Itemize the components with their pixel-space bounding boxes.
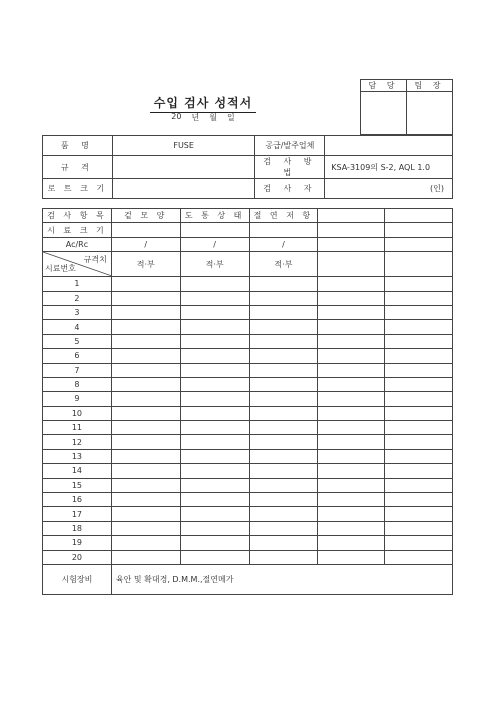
criteria-cell[interactable]: 적·부	[180, 252, 249, 277]
result-cell[interactable]	[111, 349, 180, 363]
result-cell[interactable]	[180, 449, 249, 463]
result-cell[interactable]	[111, 478, 180, 492]
result-cell[interactable]	[318, 421, 385, 435]
result-cell[interactable]	[318, 363, 385, 377]
sample-number: 17	[43, 507, 112, 521]
criteria-sample-header	[43, 252, 112, 277]
lot-size-label: 로 트 크 기	[43, 179, 113, 199]
result-cell[interactable]	[249, 550, 318, 564]
result-cell[interactable]	[385, 478, 453, 492]
table-row	[43, 406, 453, 420]
result-cell[interactable]	[385, 291, 453, 305]
date-year-prefix: 20	[171, 112, 182, 121]
result-cell[interactable]	[249, 493, 318, 507]
criteria-cell[interactable]: 적·부	[249, 252, 318, 277]
result-cell[interactable]	[111, 550, 180, 564]
result-cell[interactable]	[249, 377, 318, 391]
column-appearance: 겉 모 양	[111, 209, 180, 223]
table-row	[43, 349, 453, 363]
product-info-table	[42, 135, 453, 199]
result-cell[interactable]	[180, 392, 249, 406]
result-cell[interactable]	[318, 550, 385, 564]
sample-number: 14	[43, 464, 112, 478]
result-cell[interactable]	[180, 334, 249, 348]
sample-size-cell[interactable]	[318, 223, 385, 237]
approval-header-manager: 팀 장	[407, 80, 453, 92]
result-cell[interactable]	[180, 550, 249, 564]
table-row	[43, 464, 453, 478]
sample-number: 5	[43, 334, 112, 348]
result-cell[interactable]	[111, 363, 180, 377]
result-cell[interactable]	[249, 536, 318, 550]
result-cell[interactable]	[180, 421, 249, 435]
spec-value[interactable]	[112, 156, 255, 179]
date-month-label: 월	[209, 113, 217, 122]
sample-number: 8	[43, 377, 112, 391]
result-cell[interactable]	[111, 334, 180, 348]
result-cell[interactable]	[111, 507, 180, 521]
date-day-label: 일	[226, 113, 235, 122]
result-cell[interactable]	[249, 406, 318, 420]
sample-number: 9	[43, 392, 112, 406]
result-cell[interactable]	[385, 406, 453, 420]
acre-cell[interactable]: /	[180, 237, 249, 251]
column-extra-2	[385, 209, 453, 223]
result-cell[interactable]	[318, 291, 385, 305]
result-cell[interactable]	[385, 305, 453, 319]
sample-number-label: 시료번호	[45, 264, 76, 274]
supplier-value[interactable]	[325, 136, 453, 156]
result-cell[interactable]	[180, 349, 249, 363]
result-cell[interactable]	[111, 377, 180, 391]
inspector-label: 검 사 자	[255, 179, 325, 199]
result-cell[interactable]	[180, 277, 249, 291]
result-cell[interactable]	[318, 464, 385, 478]
acre-cell[interactable]	[318, 237, 385, 251]
table-row	[43, 392, 453, 406]
result-cell[interactable]	[385, 449, 453, 463]
result-cell[interactable]	[385, 377, 453, 391]
table-row	[43, 377, 453, 391]
column-continuity: 도 통 상 태	[180, 209, 249, 223]
result-cell[interactable]	[111, 291, 180, 305]
result-cell[interactable]	[249, 320, 318, 334]
sample-number: 3	[43, 305, 112, 319]
result-cell[interactable]	[111, 493, 180, 507]
table-row	[43, 435, 453, 449]
sample-size-label: 시 료 크 기	[43, 223, 112, 237]
sample-number: 20	[43, 550, 112, 564]
result-cell[interactable]	[385, 277, 453, 291]
result-cell[interactable]	[111, 521, 180, 535]
acre-label: Ac/Rc	[43, 237, 112, 251]
result-cell[interactable]	[111, 320, 180, 334]
sample-number: 18	[43, 521, 112, 535]
table-row	[43, 493, 453, 507]
result-cell[interactable]	[318, 507, 385, 521]
acre-cell[interactable]: /	[249, 237, 318, 251]
document-title: 수입 검사 성적서	[150, 94, 257, 113]
equipment-label: 시험장비	[43, 564, 112, 594]
result-cell[interactable]	[318, 521, 385, 535]
result-cell[interactable]	[180, 377, 249, 391]
result-cell[interactable]	[318, 349, 385, 363]
result-cell[interactable]	[318, 392, 385, 406]
result-cell[interactable]	[180, 406, 249, 420]
result-cell[interactable]	[249, 334, 318, 348]
result-cell[interactable]	[249, 421, 318, 435]
product-name-value[interactable]: FUSE	[112, 136, 255, 156]
result-cell[interactable]	[111, 536, 180, 550]
result-cell[interactable]	[180, 478, 249, 492]
approval-table	[360, 79, 453, 135]
result-cell[interactable]	[385, 550, 453, 564]
result-cell[interactable]	[180, 320, 249, 334]
result-cell[interactable]	[249, 449, 318, 463]
result-cell[interactable]	[180, 521, 249, 535]
title-block	[140, 92, 266, 113]
result-cell[interactable]	[385, 521, 453, 535]
result-cell[interactable]	[249, 521, 318, 535]
result-cell[interactable]	[111, 305, 180, 319]
result-cell[interactable]	[249, 349, 318, 363]
result-cell[interactable]	[249, 478, 318, 492]
result-cell[interactable]	[318, 536, 385, 550]
result-cell[interactable]	[385, 493, 453, 507]
result-cell[interactable]	[318, 320, 385, 334]
column-extra-1	[318, 209, 385, 223]
sample-number: 19	[43, 536, 112, 550]
table-row	[43, 291, 453, 305]
inspection-method-value[interactable]: KSA-3109의 S-2, AQL 1.0	[325, 156, 453, 179]
approval-sign-staff[interactable]	[361, 92, 407, 135]
supplier-label: 공급/발주업체	[255, 136, 325, 156]
result-cell[interactable]	[249, 277, 318, 291]
sample-number: 12	[43, 435, 112, 449]
sample-rows	[43, 277, 453, 565]
result-cell[interactable]	[318, 334, 385, 348]
result-cell[interactable]	[385, 464, 453, 478]
result-cell[interactable]	[385, 349, 453, 363]
table-row	[43, 449, 453, 463]
acre-cell[interactable]	[385, 237, 453, 251]
table-row	[43, 277, 453, 291]
table-row	[43, 363, 453, 377]
result-cell[interactable]	[111, 435, 180, 449]
sample-number: 1	[43, 277, 112, 291]
result-cell[interactable]	[249, 305, 318, 319]
result-cell[interactable]	[318, 277, 385, 291]
spec-label: 규 격	[43, 156, 113, 179]
result-cell[interactable]	[180, 363, 249, 377]
approval-header-staff: 담 당	[361, 80, 407, 92]
table-row	[43, 320, 453, 334]
column-insulation: 절 연 저 항	[249, 209, 318, 223]
result-cell[interactable]	[385, 320, 453, 334]
result-cell[interactable]	[385, 536, 453, 550]
result-cell[interactable]	[318, 493, 385, 507]
inspection-item-label: 검 사 항 목	[43, 209, 112, 223]
result-cell[interactable]	[318, 406, 385, 420]
sample-number: 7	[43, 363, 112, 377]
result-cell[interactable]	[111, 277, 180, 291]
sample-number: 6	[43, 349, 112, 363]
result-cell[interactable]	[249, 507, 318, 521]
sample-size-cell[interactable]	[180, 223, 249, 237]
sample-number: 13	[43, 449, 112, 463]
table-row	[43, 536, 453, 550]
criteria-cell[interactable]: 적·부	[111, 252, 180, 277]
sample-size-cell[interactable]	[249, 223, 318, 237]
criteria-label: 규격치	[83, 255, 107, 265]
acre-cell[interactable]: /	[111, 237, 180, 251]
sample-number: 15	[43, 478, 112, 492]
criteria-cell[interactable]	[318, 252, 385, 277]
result-cell[interactable]	[111, 464, 180, 478]
result-cell[interactable]	[180, 435, 249, 449]
approval-sign-manager[interactable]	[407, 92, 453, 135]
result-cell[interactable]	[318, 449, 385, 463]
table-row	[43, 507, 453, 521]
equipment-value[interactable]: 육안 및 확대경, D.M.M.,절연메가	[111, 564, 452, 594]
result-cell[interactable]	[249, 435, 318, 449]
result-cell[interactable]	[180, 493, 249, 507]
date-year-label: 년	[191, 113, 200, 122]
table-row	[43, 521, 453, 535]
product-name-label: 품 명	[43, 136, 113, 156]
sample-number: 2	[43, 291, 112, 305]
inspector-seal[interactable]: (인)	[325, 179, 453, 199]
result-cell[interactable]	[385, 334, 453, 348]
result-cell[interactable]	[249, 392, 318, 406]
sample-number: 16	[43, 493, 112, 507]
result-cell[interactable]	[249, 363, 318, 377]
result-cell[interactable]	[249, 464, 318, 478]
result-cell[interactable]	[180, 291, 249, 305]
result-cell[interactable]	[111, 406, 180, 420]
table-row	[43, 421, 453, 435]
result-cell[interactable]	[385, 507, 453, 521]
result-cell[interactable]	[318, 435, 385, 449]
date-line	[140, 112, 266, 123]
result-cell[interactable]	[385, 421, 453, 435]
sample-number: 10	[43, 406, 112, 420]
table-row	[43, 305, 453, 319]
inspection-method-label: 검 사 방 법	[255, 156, 325, 179]
result-cell[interactable]	[180, 305, 249, 319]
sample-size-cell[interactable]	[385, 223, 453, 237]
lot-size-value[interactable]	[112, 179, 255, 199]
inspection-table	[42, 208, 453, 595]
result-cell[interactable]	[111, 421, 180, 435]
sample-number: 11	[43, 421, 112, 435]
result-cell[interactable]	[180, 536, 249, 550]
result-cell[interactable]	[180, 464, 249, 478]
criteria-cell[interactable]	[385, 252, 453, 277]
table-row	[43, 334, 453, 348]
result-cell[interactable]	[111, 392, 180, 406]
sample-size-cell[interactable]	[111, 223, 180, 237]
result-cell[interactable]	[318, 305, 385, 319]
result-cell[interactable]	[385, 435, 453, 449]
result-cell[interactable]	[111, 449, 180, 463]
result-cell[interactable]	[318, 478, 385, 492]
table-row	[43, 550, 453, 564]
result-cell[interactable]	[318, 377, 385, 391]
table-row	[43, 478, 453, 492]
sample-number: 4	[43, 320, 112, 334]
result-cell[interactable]	[385, 392, 453, 406]
result-cell[interactable]	[385, 363, 453, 377]
result-cell[interactable]	[180, 507, 249, 521]
result-cell[interactable]	[249, 291, 318, 305]
